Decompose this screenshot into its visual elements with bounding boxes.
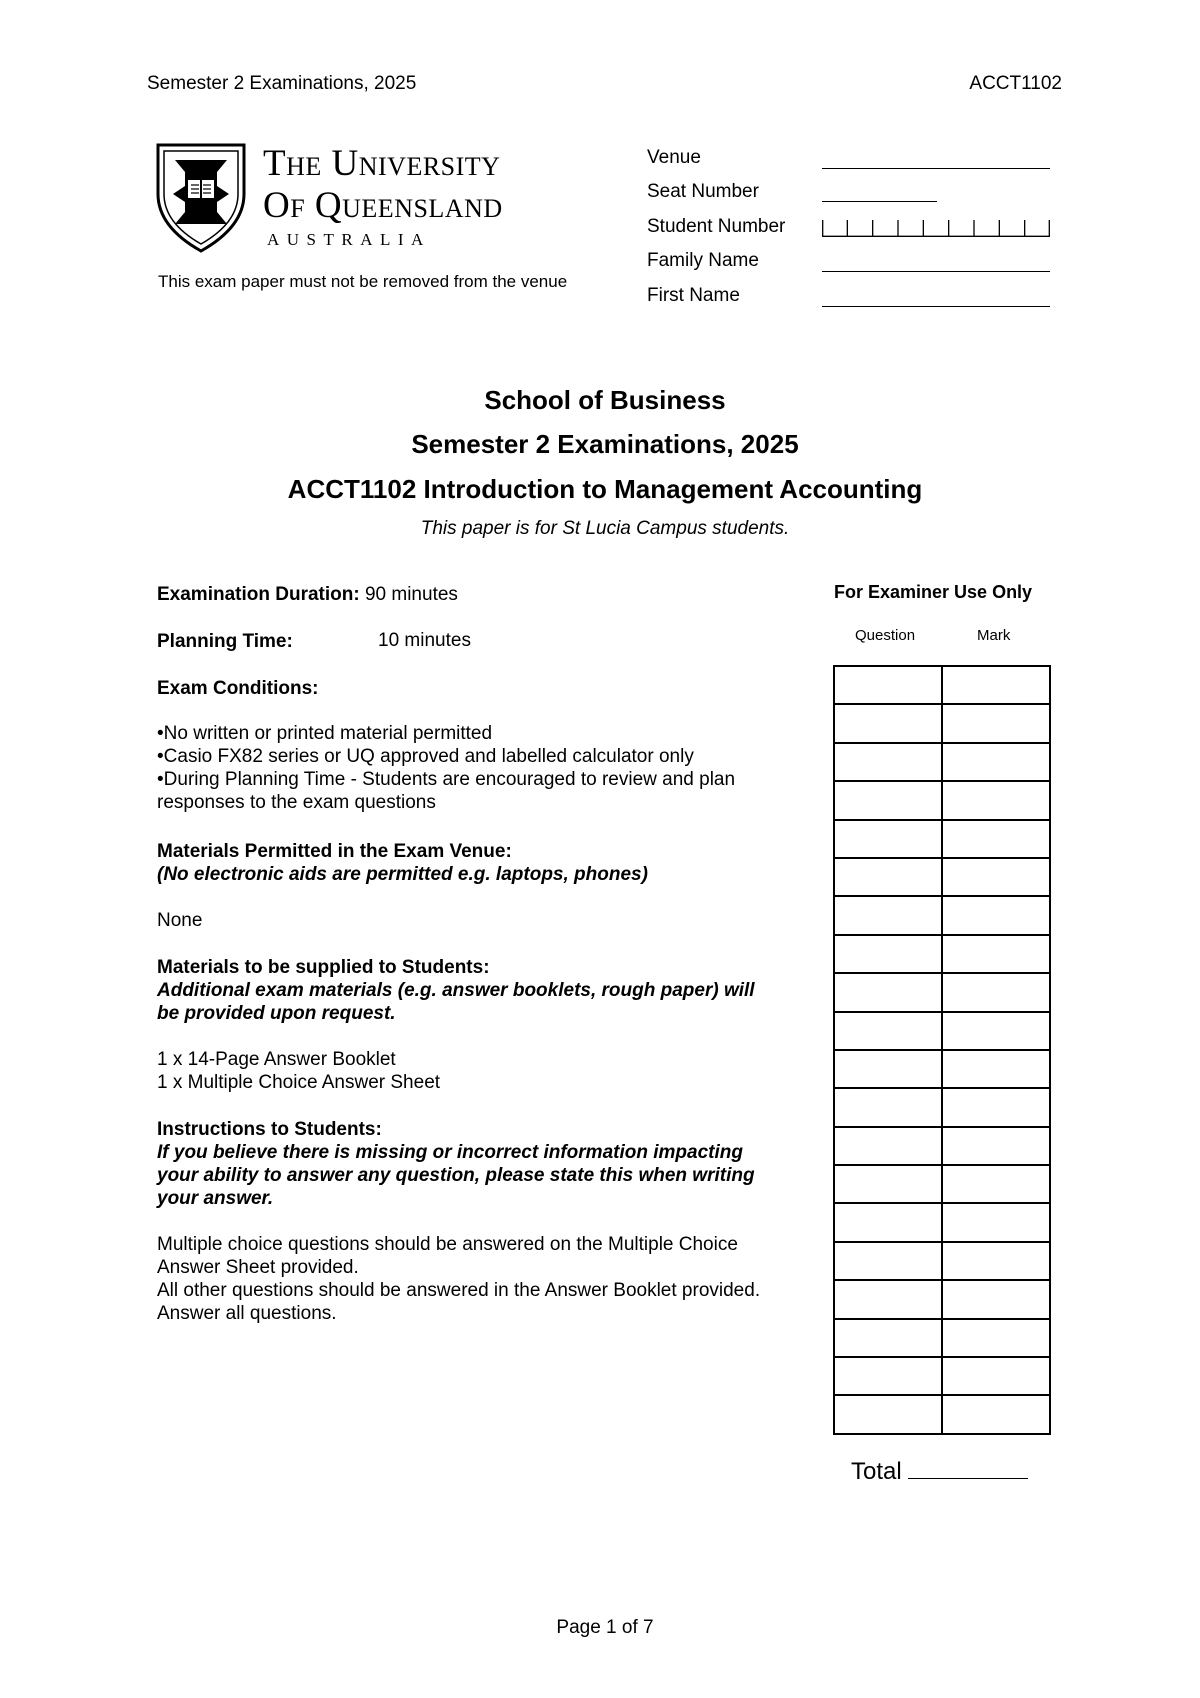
planning-value: 10 minutes — [378, 630, 471, 651]
table-row — [834, 820, 1050, 858]
family-name-field[interactable] — [822, 271, 1050, 272]
conditions-list — [157, 722, 735, 814]
table-row — [834, 1088, 1050, 1126]
logo-text-university: The University — [263, 143, 501, 184]
column-header-question: Question — [855, 627, 916, 644]
seat-number-field[interactable] — [822, 201, 937, 202]
mark-cell[interactable] — [942, 781, 1050, 819]
semester-title: Semester 2 Examinations, 2025 — [411, 429, 799, 459]
question-cell[interactable] — [834, 896, 942, 934]
student-number-label: Student Number — [647, 216, 786, 237]
question-cell[interactable] — [834, 935, 942, 973]
question-cell[interactable] — [834, 781, 942, 819]
list-item: Answer Sheet provided. — [157, 1257, 359, 1278]
question-cell[interactable] — [834, 820, 942, 858]
mark-cell[interactable] — [942, 1242, 1050, 1280]
table-row — [834, 896, 1050, 934]
mark-cell[interactable] — [942, 1127, 1050, 1165]
course-title: ACCT1102 Introduction to Management Accounting — [287, 474, 923, 504]
logo-text-australia: AUSTRALIA — [267, 230, 431, 249]
uq-crest-icon — [155, 142, 247, 254]
mark-cell[interactable] — [942, 935, 1050, 973]
first-name-label: First Name — [647, 285, 740, 306]
instructions-list — [157, 1233, 760, 1325]
table-row — [834, 1165, 1050, 1203]
instructions-note-3: your answer. — [157, 1188, 274, 1209]
question-cell[interactable] — [834, 1280, 942, 1318]
materials-supplied-note-1: Additional exam materials (e.g. answer booklets, rough paper) will — [157, 980, 755, 1001]
list-item: 1 x 14-Page Answer Booklet — [157, 1049, 396, 1070]
mark-cell[interactable] — [942, 1395, 1050, 1433]
planning-label: Planning Time: — [157, 631, 293, 652]
list-item: Multiple choice questions should be answered on the Multiple Choice — [157, 1234, 738, 1255]
mark-cell[interactable] — [942, 1280, 1050, 1318]
question-cell[interactable] — [834, 1165, 942, 1203]
mark-cell[interactable] — [942, 1050, 1050, 1088]
question-cell[interactable] — [834, 1050, 942, 1088]
table-row — [834, 666, 1050, 704]
instructions-heading: Instructions to Students: — [157, 1119, 382, 1140]
table-row — [834, 1357, 1050, 1395]
list-item: •Casio FX82 series or UQ approved and labelled calculator only — [157, 746, 694, 767]
materials-permitted-section — [157, 840, 648, 886]
venue-field[interactable] — [822, 168, 1050, 169]
materials-permitted-note: (No electronic aids are permitted e.g. laptops, phones) — [157, 864, 648, 885]
question-cell[interactable] — [834, 1319, 942, 1357]
mark-cell[interactable] — [942, 743, 1050, 781]
question-cell[interactable] — [834, 973, 942, 1011]
mark-cell[interactable] — [942, 820, 1050, 858]
column-header-mark: Mark — [977, 627, 1011, 644]
student-number-field[interactable] — [822, 220, 1050, 237]
first-name-field[interactable] — [822, 306, 1050, 307]
question-cell[interactable] — [834, 858, 942, 896]
duration-value: 90 minutes — [364, 584, 458, 605]
school-title: School of Business — [484, 385, 726, 415]
table-row — [834, 858, 1050, 896]
table-row — [834, 973, 1050, 1011]
duration-label: Examination Duration: — [157, 584, 360, 605]
header-semester: Semester 2 Examinations, 2025 — [147, 73, 417, 94]
venue-label: Venue — [647, 147, 701, 168]
examiner-marks-table — [833, 665, 1051, 1435]
question-cell[interactable] — [834, 704, 942, 742]
list-item: 1 x Multiple Choice Answer Sheet — [157, 1072, 441, 1093]
total-row — [851, 1458, 1028, 1486]
mark-cell[interactable] — [942, 1357, 1050, 1395]
materials-supplied-list — [157, 1048, 440, 1094]
seat-number-label: Seat Number — [647, 181, 759, 202]
logo-text-queensland: Of Queensland — [263, 185, 503, 226]
materials-supplied-note-2: be provided upon request. — [157, 1003, 396, 1024]
duration-row — [157, 583, 458, 606]
question-cell[interactable] — [834, 1127, 942, 1165]
list-item: Answer all questions. — [157, 1303, 337, 1324]
list-item: •During Planning Time - Students are encouraged to review and plan — [157, 769, 736, 790]
total-label: Total — [851, 1458, 902, 1485]
table-row — [834, 1319, 1050, 1357]
materials-permitted-heading: Materials Permitted in the Exam Venue: — [157, 841, 512, 862]
mark-cell[interactable] — [942, 1088, 1050, 1126]
question-cell[interactable] — [834, 1395, 942, 1433]
removal-note: This exam paper must not be removed from the venue — [158, 272, 568, 291]
table-row — [834, 781, 1050, 819]
table-row — [834, 1395, 1050, 1433]
family-name-label: Family Name — [647, 250, 759, 271]
mark-cell[interactable] — [942, 1165, 1050, 1203]
instructions-section — [157, 1118, 755, 1210]
materials-permitted-value: None — [157, 910, 203, 931]
mark-cell[interactable] — [942, 666, 1050, 704]
table-row — [834, 704, 1050, 742]
header-course-code: ACCT1102 — [969, 73, 1062, 94]
question-cell[interactable] — [834, 1088, 942, 1126]
table-row — [834, 1242, 1050, 1280]
examiner-use-title: For Examiner Use Only — [834, 582, 1033, 602]
question-cell[interactable] — [834, 1242, 942, 1280]
table-row — [834, 935, 1050, 973]
page-number: Page 1 of 7 — [556, 1617, 654, 1638]
list-item: responses to the exam questions — [157, 792, 436, 813]
table-row — [834, 1203, 1050, 1241]
mark-cell[interactable] — [942, 858, 1050, 896]
table-row — [834, 1012, 1050, 1050]
table-row — [834, 1050, 1050, 1088]
materials-supplied-section — [157, 956, 755, 1025]
mark-cell[interactable] — [942, 1203, 1050, 1241]
mark-cell[interactable] — [942, 896, 1050, 934]
uq-logo — [155, 142, 575, 257]
question-cell[interactable] — [834, 666, 942, 704]
list-item: All other questions should be answered in the Answer Booklet provided. — [157, 1280, 761, 1301]
list-item: •No written or printed material permitted — [157, 723, 493, 744]
table-row — [834, 1127, 1050, 1165]
mark-cell[interactable] — [942, 1319, 1050, 1357]
instructions-note-2: your ability to answer any question, please state this when writing — [157, 1165, 755, 1186]
table-row — [834, 743, 1050, 781]
materials-supplied-heading: Materials to be supplied to Students: — [157, 957, 490, 978]
instructions-note-1: If you believe there is missing or incorrect information impacting — [157, 1142, 743, 1163]
total-field[interactable] — [908, 1478, 1028, 1479]
question-cell[interactable] — [834, 1203, 942, 1241]
mark-cell[interactable] — [942, 973, 1050, 1011]
question-cell[interactable] — [834, 743, 942, 781]
question-cell[interactable] — [834, 1357, 942, 1395]
question-cell[interactable] — [834, 1012, 942, 1050]
campus-note: This paper is for St Lucia Campus students. — [420, 518, 790, 539]
mark-cell[interactable] — [942, 704, 1050, 742]
mark-cell[interactable] — [942, 1012, 1050, 1050]
table-row — [834, 1280, 1050, 1318]
conditions-heading: Exam Conditions: — [157, 678, 319, 699]
